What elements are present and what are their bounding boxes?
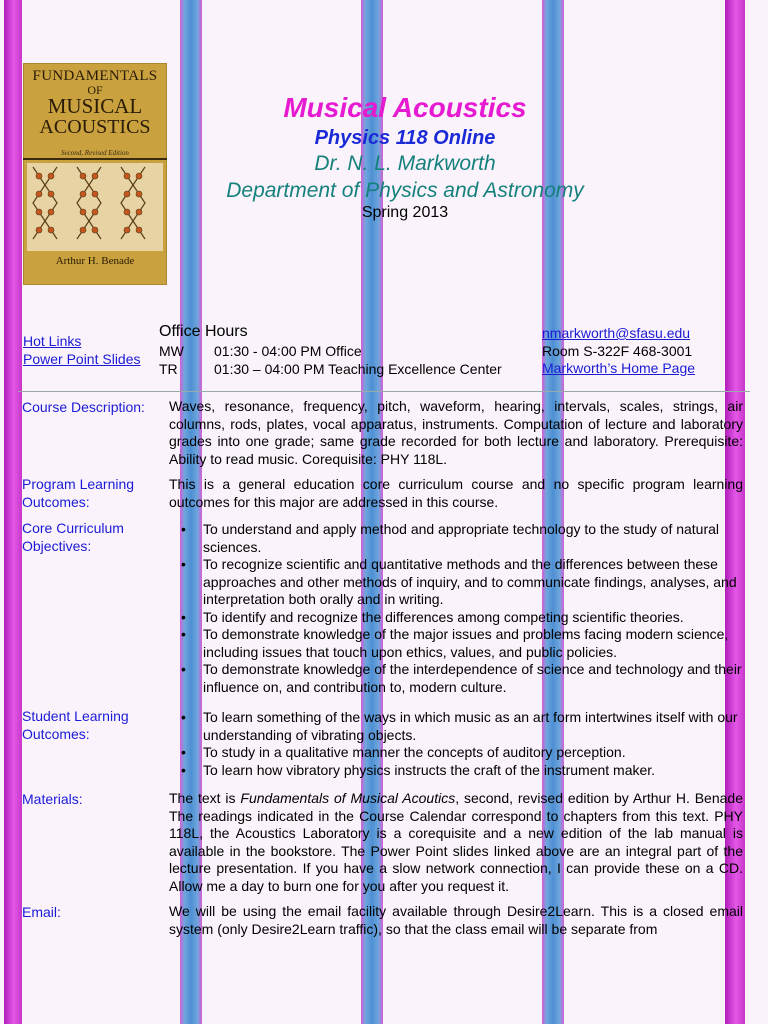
home-page-link[interactable]: Markworth’s Home Page [542, 360, 696, 376]
list-item-text: To study in a qualitative manner the concepts of auditory perception. [203, 744, 626, 760]
department-name: Department of Physics and Astronomy [226, 179, 584, 202]
list-item-text: To learn how vibratory physics instructs the craft of the instrument maker. [203, 761, 656, 778]
email-text: We will be using the email facility available through Desire2Learn. This is a closed email system (only Desire2Learn traffic), so that the class email will be separate from [169, 903, 743, 937]
student-outcomes-list [181, 709, 743, 779]
book-title-line: MUSICAL [47, 94, 143, 118]
list-item [181, 556, 743, 609]
list-item-text: To recognize scientific and quantitative methods and the differences between these approaches and other methods of inquiry, and to communicate findings, analyses, and interpretation both orally and in writing. [203, 556, 737, 607]
list-item-text: To demonstrate knowledge of the interdependence of science and technology and their influence on, and contribution to, modern culture. [203, 661, 742, 695]
list-item [181, 609, 743, 627]
book-divider [23, 158, 167, 160]
textbook-title: Fundamentals of Musical Acoutics [240, 790, 456, 806]
materials-text-body: , second, revised edition by Arthur H. Benade The readings indicated in the Course Calendar correspond to chapters from this text. PHY 118L, the Acoustics Laboratory is a corequisite and a new edition of the lab manual is available in the bookstore. The Power Point slides linked above are an integral part of the lecture presentation. If you have a slow network connection, I can provide these on a CD. Allow me a day to burn one for you after you request it. [169, 790, 743, 894]
label-line: Outcomes: [22, 726, 90, 742]
list-item-text: To demonstrate knowledge of the major issues and problems facing modern science, including issues that touch upon ethics, values, and public policies. [203, 626, 729, 660]
core-objectives-list [181, 521, 743, 696]
list-item [181, 661, 743, 696]
list-item [181, 744, 743, 762]
course-description-label: Course Description: [22, 399, 145, 415]
label-line: Objectives: [22, 538, 92, 554]
email-label: Email: [22, 904, 61, 920]
divider [18, 391, 750, 392]
list-item [181, 762, 743, 780]
label-line: Outcomes: [22, 494, 90, 510]
label-line: Core Curriculum [22, 520, 124, 536]
program-outcomes-text: This is a general education core curriculum course and no specific program learning outcomes for this major are addressed in this course. [169, 476, 743, 510]
office-room: Room S-322F 468-3001 [542, 343, 693, 359]
student-outcomes-label [22, 707, 172, 743]
book-title-line: FUNDAMENTALS [32, 68, 158, 84]
book-title [23, 69, 167, 137]
book-author: Arthur H. Benade [55, 255, 135, 267]
hot-links-link[interactable]: Hot Links [23, 333, 82, 349]
materials-text [169, 790, 743, 895]
office-hours-day: MW [159, 343, 184, 359]
book-title-line: OF [87, 83, 103, 97]
list-item-text: To understand and apply method and appropriate technology to the study of natural sciences. [203, 521, 720, 555]
book-edition: Second, Revised Edition [61, 149, 129, 157]
vibration-pattern-illustration [27, 163, 163, 251]
course-title: Physics 118 Online [314, 127, 496, 149]
core-objectives-label [22, 519, 172, 555]
course-description-text: Waves, resonance, frequency, pitch, waveform, hearing, intervals, scales, strings, air columns, rods, plates, vocal apparatus, instruments. Computation of lecture and laboratory grades into one grade; same grade recorded for both lecture and laboratory. Prerequisite: Ability to read music. Corequisite: PHY 118L. [169, 398, 743, 467]
label-line: Program Learning [22, 476, 135, 492]
office-hours-title: Office Hours [159, 323, 248, 340]
office-hours-time: 01:30 – 04:00 PM Teaching Excellence Center [214, 361, 502, 377]
materials-text-intro: The text is [169, 790, 241, 806]
power-point-slides-link[interactable]: Power Point Slides [23, 351, 141, 367]
list-item [181, 626, 743, 661]
term: Spring 2013 [361, 204, 449, 221]
book-title-line: ACOUSTICS [39, 116, 151, 138]
list-item [181, 709, 743, 744]
page-title: Musical Acoustics [283, 92, 527, 123]
email-link[interactable]: nmarkworth@sfasu.edu [542, 325, 691, 341]
office-hours-day: TR [159, 361, 178, 377]
instructor-name: Dr. N. L. Markworth [314, 152, 496, 175]
list-item-text: To identify and recognize the differences among competing scientific theories. [203, 608, 684, 625]
list-item-text: To learn something of the ways in which music as an art form intertwines itself with our understanding of vibrating objects. [203, 709, 738, 743]
list-item [181, 521, 743, 556]
office-hours-time: 01:30 - 04:00 PM Office [214, 343, 362, 359]
label-line: Student Learning [22, 708, 129, 724]
book-cover-image [23, 63, 167, 285]
program-outcomes-label [22, 475, 172, 511]
materials-label: Materials: [22, 791, 83, 807]
